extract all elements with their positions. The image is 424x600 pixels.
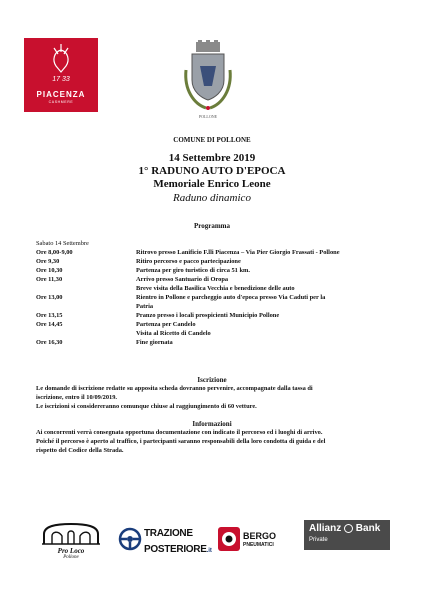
allianz-top <box>309 523 380 534</box>
coat-of-arms-image <box>176 40 240 126</box>
schedule-time: Ore 13,15 <box>36 312 63 319</box>
schedule-time: Ore 8,00-9,00 <box>36 249 73 256</box>
schedule-row <box>36 312 386 320</box>
logo-year: 17 33 <box>52 76 70 83</box>
pro-loco-logo <box>40 522 102 562</box>
schedule-desc: Rientro in Pollone e parcheggio auto d'epoca presso Via Caduti per la <box>136 294 326 301</box>
schedule-time: Ore 11,30 <box>36 276 63 283</box>
schedule-row <box>36 294 386 302</box>
schedule-time: Ore 14,45 <box>36 321 63 328</box>
piacenza-cashmere-logo <box>24 38 98 112</box>
informazioni-title: Informazioni <box>192 420 232 428</box>
trazione-posteriore-logo <box>118 524 212 555</box>
iscrizione-title: Iscrizione <box>197 376 227 384</box>
trazione-suffix: .it <box>206 548 212 554</box>
schedule-time: Sabato 14 Settembre <box>36 240 89 247</box>
schedule-time <box>36 303 136 311</box>
event-memorial: Memoriale Enrico Leone <box>153 178 271 190</box>
allianz-circle-icon <box>344 524 353 533</box>
steering-wheel-icon <box>118 527 142 551</box>
schedule-desc: Fine giornata <box>136 339 173 346</box>
schedule-row <box>36 303 386 311</box>
logo-sub: CASHMERE <box>48 100 74 104</box>
event-subtitle: Raduno dinamico <box>173 192 251 204</box>
schedule-time <box>36 330 136 338</box>
schedule-row <box>36 258 386 266</box>
allianz-bank-logo <box>304 520 390 550</box>
schedule-row <box>36 249 386 257</box>
iscrizione-line: iscrizione, entro il 10/09/2019. <box>36 394 117 401</box>
schedule-time <box>36 285 136 293</box>
allianz-bank: Bank <box>355 523 381 534</box>
schedule-time: Ore 13,00 <box>36 294 63 301</box>
trazione-line2: POSTERIORE <box>144 544 207 555</box>
iscrizione-line: Le iscrizioni si considereranno comunque chiuse al raggiungimento di 60 vetture. <box>36 403 257 410</box>
schedule-desc: Ritrovo presso Lanificio F.lli Piacenza – Via Pier Giorgio Frassati - Pollone <box>136 249 340 256</box>
schedule-time: Ore 10,30 <box>36 267 63 274</box>
schedule-time: Ore 16,30 <box>36 339 63 346</box>
schedule-desc <box>136 240 386 248</box>
schedule-row <box>36 339 386 347</box>
informazioni-line: rispetto del Codice della Strada. <box>36 447 124 454</box>
schedule-row <box>36 321 386 329</box>
schedule-row <box>36 285 386 293</box>
schedule-row <box>36 267 386 275</box>
pro-loco-town: Pollone <box>63 555 79 560</box>
trazione-line1: TRAZIONE <box>144 528 193 539</box>
event-date: 14 Settembre 2019 <box>168 152 256 164</box>
allianz-private: Private <box>309 537 328 543</box>
bergo-pneumatici-logo <box>218 524 288 554</box>
informazioni-line: Poiché il percorso è aperto al traffico, i partecipanti saranno responsabili della loro condotta di guida e del <box>36 438 326 445</box>
pro-loco-name: Pro Loco <box>57 547 85 555</box>
bergo-name: BERGO <box>243 531 277 541</box>
programma-title: Programma <box>193 222 231 230</box>
schedule-desc: Breve visita della Basilica Vecchia e benedizione delle auto <box>136 285 295 292</box>
arch-icon <box>40 522 102 546</box>
schedule-desc: Pranzo presso i locali prospicienti Municipio Pollone <box>136 312 280 319</box>
trazione-line2-wrap <box>144 539 212 557</box>
schedule-desc: Arrivo presso Santuario di Oropa <box>136 276 229 283</box>
event-title: 1° RADUNO AUTO D'EPOCA <box>138 165 286 177</box>
allianz-name: Allianz <box>309 523 342 534</box>
bergo-sub: PNEUMATICI <box>243 542 274 548</box>
schedule-time: Ore 9,30 <box>36 258 60 265</box>
schedule-row <box>36 330 386 338</box>
comune-name: COMUNE DI POLLONE <box>173 136 251 144</box>
schedule-row <box>36 276 386 284</box>
logo-name: PIACENZA <box>36 90 86 99</box>
schedule-row <box>36 240 386 248</box>
tire-icon <box>218 527 240 551</box>
schedule-desc: Patria <box>136 303 154 310</box>
schedule-desc: Visita al Ricetto di Candelo <box>136 330 211 337</box>
schedule-desc: Partenza per Candelo <box>136 321 196 328</box>
informazioni-line: Ai concorrenti verrà consegnata opportuna documentazione con indicato il percorso ed i luoghi di arrivo. <box>36 429 323 436</box>
coat-of-arms-caption: POLLONE <box>198 114 218 119</box>
schedule-desc: Partenza per giro turistico di circa 51 km. <box>136 267 250 274</box>
iscrizione-line: Le domande di iscrizione redatte su apposita scheda dovranno pervenire, accompagnate dalla tassa di <box>36 385 313 392</box>
schedule-desc: Ritiro percorso e pacco partecipazione <box>136 258 241 265</box>
